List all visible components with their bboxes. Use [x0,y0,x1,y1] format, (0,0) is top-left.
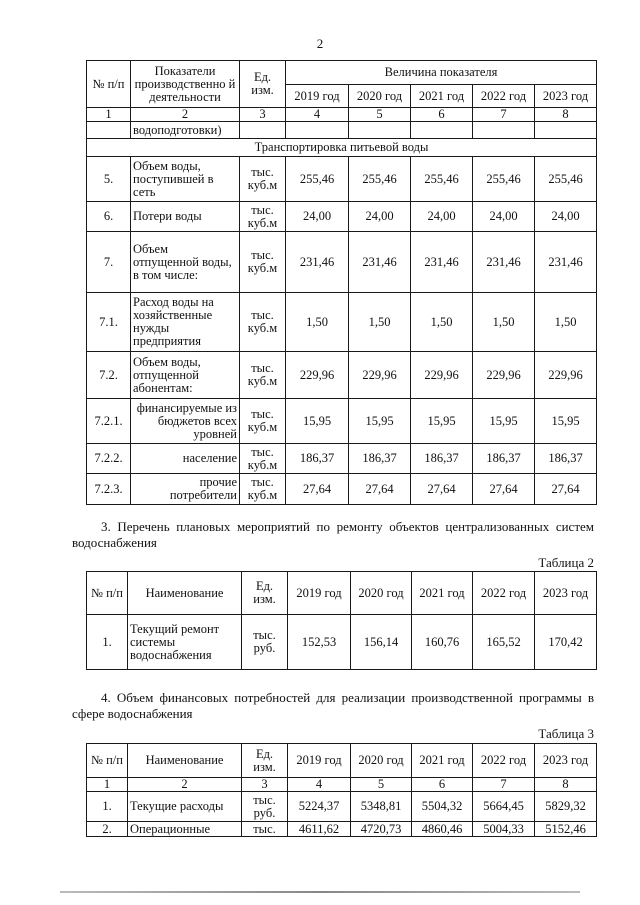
header-num: № п/п [87,61,131,108]
row-name: Текущие расходы [128,792,242,822]
header-unit: Ед. изм. [240,61,286,108]
scan-edge-line [60,891,580,893]
header-year: 2021 год [412,572,473,615]
col-number: 7 [473,108,535,122]
header-year: 2022 год [473,744,535,778]
row-value: 15,95 [286,399,349,444]
column-numbers-row [87,108,597,122]
col-number: 6 [411,108,473,122]
header-num: № п/п [87,572,128,615]
empty-cell [240,122,286,139]
row-unit: тыс. [242,822,288,837]
repair-plan-table [86,571,597,670]
col-number: 6 [412,778,473,792]
row-num: 2. [87,822,128,837]
row-value: 255,46 [473,157,535,202]
row-value: 231,46 [349,232,411,293]
empty-cell [473,122,535,139]
section4-heading: 4. Объем финансовых потребностей для реализации производственной программы в сфере водоснабжения [72,690,594,721]
row-value: 5829,32 [535,792,597,822]
row-name: Потери воды [131,202,240,232]
row-unit: тыс. куб.м [240,232,286,293]
row-value: 165,52 [473,615,535,670]
row-num: 7.2.3. [87,474,131,505]
row-value: 4720,73 [351,822,412,837]
row-value: 186,37 [473,444,535,474]
column-numbers-row [87,778,597,792]
row-name: Расход воды на хозяйственные нужды предприятия [131,293,240,352]
row-unit: тыс. куб.м [240,202,286,232]
row-value: 231,46 [411,232,473,293]
header-year: 2020 год [351,744,412,778]
row-name: прочие потребители [131,474,240,505]
row-value: 255,46 [286,157,349,202]
header-name: Наименование [128,744,242,778]
row-unit: тыс. руб. [242,615,288,670]
row-value: 231,46 [535,232,597,293]
empty-cell [87,122,131,139]
row-value: 229,96 [349,352,411,399]
col-number: 7 [473,778,535,792]
header-name: Наименование [128,572,242,615]
header-year: 2019 год [288,572,351,615]
row-name: население [131,444,240,474]
row-value: 1,50 [286,293,349,352]
table2-caption: Таблица 2 [538,555,594,570]
row-value: 5348,81 [351,792,412,822]
row-value: 231,46 [286,232,349,293]
financial-needs-table [86,743,597,837]
row-unit: тыс. куб.м [240,352,286,399]
row-value: 229,96 [473,352,535,399]
header-unit: Ед. изм. [242,572,288,615]
row-value: 24,00 [286,202,349,232]
section-title: Транспортировка питьевой воды [87,139,597,157]
row-value: 27,64 [349,474,411,505]
row-value: 1,50 [349,293,411,352]
row-value: 5004,33 [473,822,535,837]
col-number: 8 [535,108,597,122]
header-year: 2019 год [286,85,349,108]
col-number: 4 [286,108,349,122]
header-year: 2023 год [535,85,597,108]
table-row [87,792,597,822]
empty-cell [349,122,411,139]
row-num: 6. [87,202,131,232]
row-value: 170,42 [535,615,597,670]
row-value: 15,95 [535,399,597,444]
header-indicator: Показатели производственно й деятельности [131,61,240,108]
row-value: 1,50 [535,293,597,352]
table-row [87,293,597,352]
header-year: 2021 год [412,744,473,778]
row-name: Объем воды, поступившей в сеть [131,157,240,202]
row-value: 24,00 [411,202,473,232]
header-value-group: Величина показателя [286,61,597,85]
row-value: 27,64 [535,474,597,505]
table-row [87,202,597,232]
row-value: 186,37 [535,444,597,474]
row-name: Текущий ремонт системы водоснабжения [128,615,242,670]
row-value: 27,64 [411,474,473,505]
row-value: 255,46 [349,157,411,202]
row-value: 229,96 [535,352,597,399]
row-value: 186,37 [349,444,411,474]
row-value: 24,00 [535,202,597,232]
row-name: Объем отпущенной воды, в том числе: [131,232,240,293]
table-row [87,399,597,444]
row-value: 229,96 [286,352,349,399]
row-unit: тыс. куб.м [240,474,286,505]
col-number: 1 [87,778,128,792]
section3-heading: 3. Перечень плановых мероприятий по ремонту объектов централизованных систем водоснабжения [72,519,594,550]
row-num: 7.2. [87,352,131,399]
page-number: 2 [316,36,324,51]
row-num: 7.2.2. [87,444,131,474]
row-name: финансируемые из бюджетов всех уровней [131,399,240,444]
row-unit: тыс. куб.м [240,157,286,202]
continued-text: водоподготовки) [131,122,240,139]
header-unit: Ед. изм. [242,744,288,778]
header-year: 2021 год [411,85,473,108]
row-value: 4611,62 [288,822,351,837]
col-number: 2 [128,778,242,792]
header-year: 2022 год [473,85,535,108]
production-indicators-table [86,60,597,505]
col-number: 3 [242,778,288,792]
table-row [87,615,597,670]
table-row [87,352,597,399]
table3-caption: Таблица 3 [538,726,594,741]
row-unit: тыс. руб. [242,792,288,822]
row-num: 1. [87,792,128,822]
table-row [87,444,597,474]
col-number: 5 [351,778,412,792]
header-year: 2020 год [351,572,412,615]
row-value: 186,37 [286,444,349,474]
row-unit: тыс. куб.м [240,444,286,474]
col-number: 4 [288,778,351,792]
table-row [87,474,597,505]
row-value: 1,50 [473,293,535,352]
header-year: 2019 год [288,744,351,778]
row-value: 4860,46 [412,822,473,837]
row-value: 255,46 [535,157,597,202]
row-value: 5664,45 [473,792,535,822]
col-number: 2 [131,108,240,122]
table-row [87,232,597,293]
empty-cell [286,122,349,139]
empty-cell [411,122,473,139]
row-value: 156,14 [351,615,412,670]
empty-cell [535,122,597,139]
col-number: 1 [87,108,131,122]
row-value: 160,76 [412,615,473,670]
row-unit: тыс. куб.м [240,293,286,352]
row-name: Объем воды, отпущенной абонентам: [131,352,240,399]
row-value: 27,64 [473,474,535,505]
row-value: 27,64 [286,474,349,505]
table-row [87,157,597,202]
header-year: 2020 год [349,85,411,108]
row-num: 7. [87,232,131,293]
row-value: 15,95 [349,399,411,444]
row-value: 24,00 [473,202,535,232]
row-value: 1,50 [411,293,473,352]
row-value: 15,95 [473,399,535,444]
row-num: 7.1. [87,293,131,352]
row-value: 231,46 [473,232,535,293]
row-value: 152,53 [288,615,351,670]
row-num: 1. [87,615,128,670]
header-year: 2022 год [473,572,535,615]
header-year: 2023 год [535,744,597,778]
table-row [87,822,597,837]
row-value: 255,46 [411,157,473,202]
row-num: 5. [87,157,131,202]
header-num: № п/п [87,744,128,778]
row-value: 5504,32 [412,792,473,822]
col-number: 3 [240,108,286,122]
row-name: Операционные [128,822,242,837]
row-value: 15,95 [411,399,473,444]
row-value: 186,37 [411,444,473,474]
row-value: 5152,46 [535,822,597,837]
row-unit: тыс. куб.м [240,399,286,444]
col-number: 8 [535,778,597,792]
continued-row [87,122,597,139]
col-number: 5 [349,108,411,122]
header-year: 2023 год [535,572,597,615]
row-value: 24,00 [349,202,411,232]
row-value: 5224,37 [288,792,351,822]
row-num: 7.2.1. [87,399,131,444]
row-value: 229,96 [411,352,473,399]
